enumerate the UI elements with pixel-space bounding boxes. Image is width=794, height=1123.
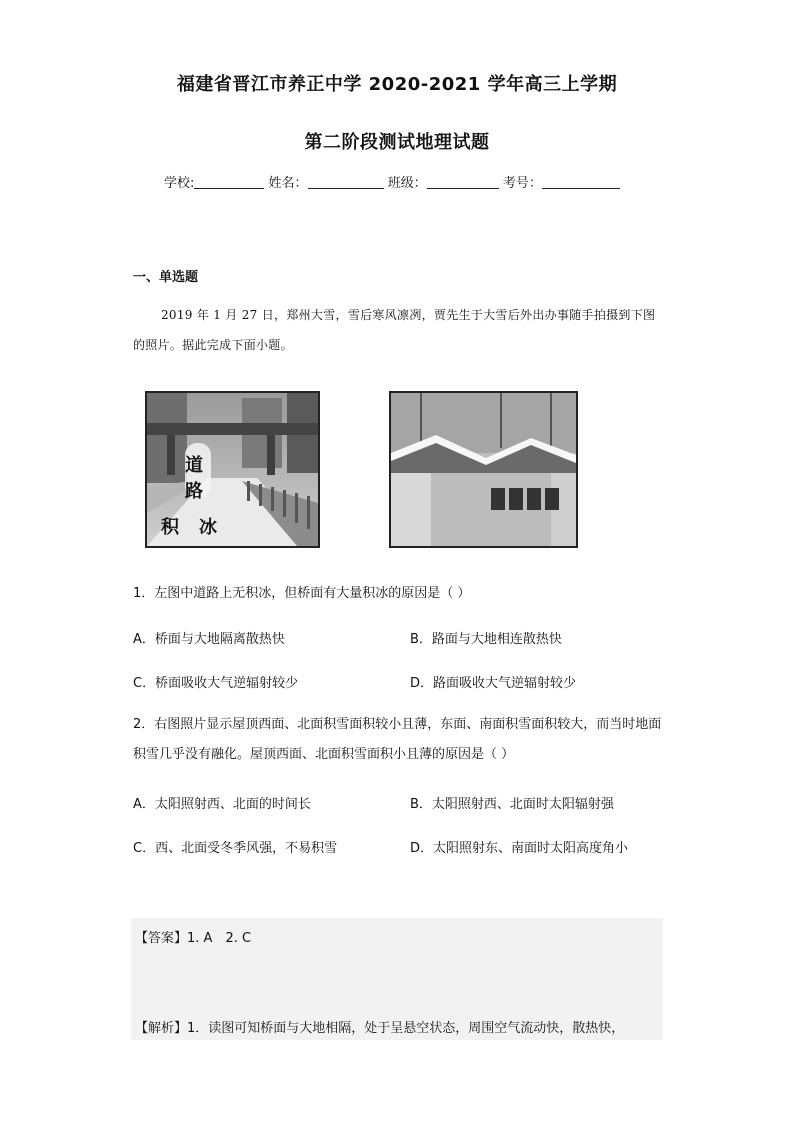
roof-snow-illustration: [391, 393, 576, 546]
class-label: 班级：: [387, 176, 427, 191]
student-info-row: [164, 172, 620, 191]
answer-label: 【答案】: [135, 931, 188, 946]
answer-line: [135, 927, 251, 946]
answer-box: [131, 918, 663, 1010]
question-2-stem: 2．右图照片显示屋顶西面、北面积雪面积较小且薄，东面、南面积雪面积较大，而当时地面积雪几乎没有融化。屋顶西面、北面积雪面积小且薄的原因是（ ）: [133, 717, 662, 762]
question-1-stem: 1．左图中道路上无积冰，但桥面有大量积冰的原因是（ ）: [133, 586, 471, 601]
id-field[interactable]: [542, 188, 620, 189]
question-2-option-c[interactable]: C．西、北面受冬季风强，不易积雪: [133, 841, 338, 856]
analysis-label: 【解析】: [135, 1021, 188, 1036]
school-label: 学校:: [164, 176, 195, 191]
question-2-option-a[interactable]: A．太阳照射西、北面的时间长: [133, 797, 311, 812]
bridge-ice-photo: [145, 391, 320, 548]
question-1-option-d[interactable]: D．路面吸收大气逆辐射较少: [410, 676, 577, 691]
question-1-option-b[interactable]: B．路面与大地相连散热快: [410, 632, 562, 647]
analysis-text: 1．读图可知桥面与大地相隔，处于呈悬空状态，周围空气流动快，散热快，: [187, 1021, 625, 1036]
photo-label-char-4: 冰: [199, 517, 217, 538]
analysis-box: [131, 1010, 663, 1040]
photo-label-char-1: 道: [185, 455, 203, 476]
section-title: 一、单选题: [133, 270, 199, 285]
question-1-option-a[interactable]: A．桥面与大地隔离散热快: [133, 632, 285, 647]
question-2-option-b[interactable]: B．太阳照射西、北面时太阳辐射强: [410, 797, 614, 812]
id-label: 考号：: [502, 176, 542, 191]
photo-label-char-2: 路: [185, 481, 203, 502]
name-label: 姓名：: [268, 176, 308, 191]
document-title-line1: 福建省晋江市养正中学 2020-2021 学年高三上学期: [176, 74, 618, 95]
photo-label-char-3: 积: [161, 517, 179, 538]
intro-paragraph: 2019 年 1 月 27 日，郑州大雪，雪后寒风凛冽，贾先生于大雪后外出办事随手拍摄到下图的照片。据此完成下面小题。: [133, 308, 656, 352]
class-field[interactable]: [427, 188, 499, 189]
document-title-line2: 第二阶段测试地理试题: [304, 132, 490, 153]
name-field[interactable]: [308, 188, 384, 189]
question-1-option-c[interactable]: C．桥面吸收大气逆辐射较少: [133, 676, 299, 691]
answer-text: 1. A 2. C: [187, 931, 252, 946]
question-2-option-d[interactable]: D．太阳照射东、南面时太阳高度角小: [410, 841, 629, 856]
roof-snow-photo: [389, 391, 578, 548]
school-field[interactable]: [194, 188, 264, 189]
analysis-line: [135, 1017, 624, 1036]
